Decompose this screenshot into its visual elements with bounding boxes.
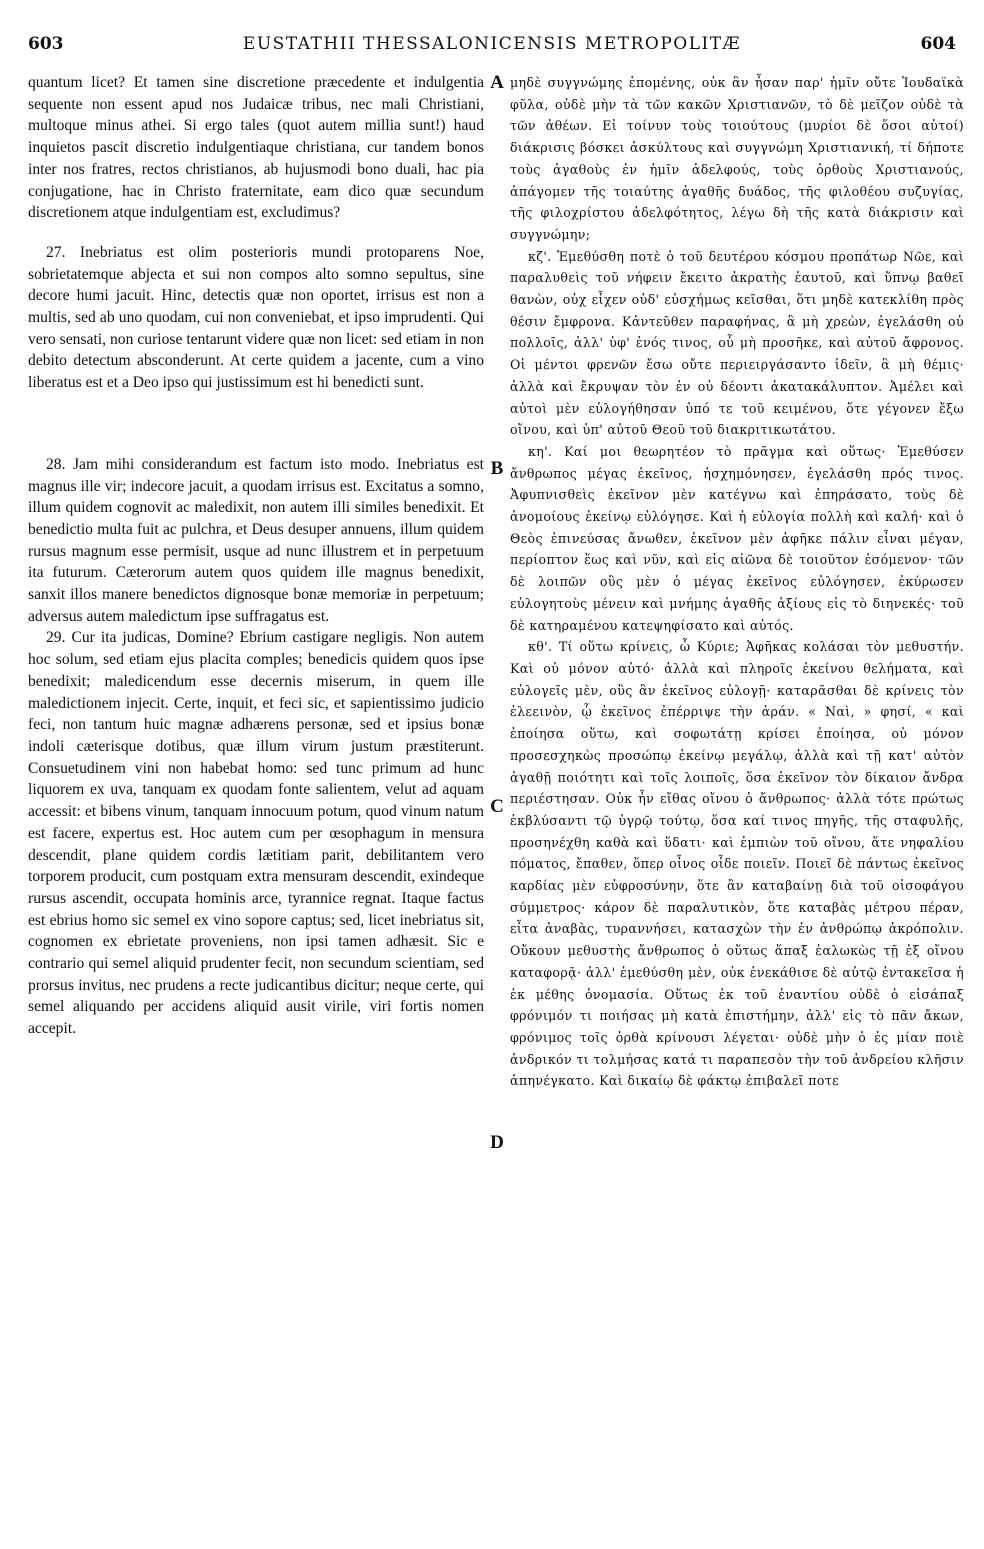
- running-title: EUSTATHII THESSALONICENSIS METROPOLITÆ: [242, 34, 742, 54]
- page-number-right: 604: [920, 34, 956, 54]
- margin-marker-a: A: [490, 72, 504, 93]
- margin-marker-b: B: [490, 458, 504, 479]
- greek-paragraph-28: κη'. Καί μοι θεωρητέον τὸ πρᾶγμα καὶ οὕτως· Ἐμεθύσεν ἄνθρωπος μέγας ἐκεῖνος, ἠσχημόνησεν, ἐγελάσθη πρός τινος. Ἀφυπνισθεὶς ἐκεῖνον μὲν κατέγνω καὶ ἐπηράσατο, τοὺς δὲ ἀνομοίους ἐκείνῳ εὐλόγησε. Καὶ ἡ εὐλογία πολλὴ καὶ καλή· καὶ ὁ Θεὸς ἐπινεύσας ἄνωθεν, ἐκεῖνον μὲν ἀφῆκε πάλιν εἶναι μέγαν, περίοπτον ἕως καὶ νῦν, καὶ εἰς αἰῶνα δὲ τοιοῦτον ἐσόμενον· τῶν δὲ λοιπῶν οὓς μὲν ὁ μέγας ἐκεῖνος εὐλόγησεν, ἐκύρωσεν εὐλογητοὺς μένειν καὶ μνήμης ἀγαθῆς ἀξίους εἰς τὸ διηνεκές· τοῦ δὲ κατηραμένου κατεψηφίσατο καὶ αὐτός.: [510, 443, 964, 633]
- latin-paragraph-27: 27. Inebriatus est olim posterioris mundi protoparens Noe, sobrietatemque abjecta et sui non compos alto somno sepultus, sine decore humi jacuit. Hinc, detectis quæ non oportet, irrisus est non a multis, sed ab uno quodam, cui non conveniebat, et ipso imprudenti. Qui vero sensati, non curiose tentarunt videre quæ non licet: sed etiam in non debito detectum absconderunt. At certe quidem a jacente, cum a vino liberatus est et a Deo ipso qui justissimum est hi benedicti sunt.: [28, 243, 484, 392]
- latin-column: [28, 72, 484, 1040]
- greek-column: [510, 72, 964, 1092]
- page-header: [28, 34, 956, 58]
- latin-paragraph-29: 29. Cur ita judicas, Domine? Ebrium castigare negligis. Non autem hoc solum, sed etiam ejus placita comples; benedicis quidem quos ipse benedixit; maledicendum esse decernis miserum, in quem ille maledictionem injecit. Certe, inquit, et feci sic, et sapientissimo judicio feci, non tantum huic magnæ adhærens personæ, sed et ipsius bonæ indoli cæterisque dotibus, quæ illum virum justum præstiterunt. Consuetudinem vini non habebat homo: sed tunc primum ad hunc liquorem ex uva, tanquam ex quodam fonte salientem, velut ad aquam accessit: et bibens vinum, tanquam innocuum potum, quod vinum natum est facere, expertus est. Hoc autem cum per œsophagum in mensura descendit, plane quidem cordis lætitiam parit, debilitantem vero torporem producit, cum postquam extra mensuram descendit, exindeque rursus ascendit, occupata hominis arce, tyrannice regnat. Itaque factus est ebrius homo sic semel ex vino sopore captus; sed, licet inebriatus sit, cognomen ex ebrietate proveniens, non ipsi tamen adhæsit. Sic e contrario qui semel aliquid prudenter fecit, non secundum scientiam, sed prorsus invitus, nec prudens a recte judicantibus dicitur; neque certe, qui semel aliquando per accidens aliquid ausit virile, viri fortis nomen accepit.: [28, 629, 484, 1038]
- margin-marker-c: C: [490, 796, 504, 817]
- latin-paragraph-28: 28. Jam mihi considerandum est factum isto modo. Inebriatus est magnus ille vir; indecore jacuit, a quodam irrisus est. Excitatus a somno, illum quidem cognovit ac maledixit, non autem illi similes benedixit. Et benedictio multa fuit ac pulchra, et Deus desuper annuens, illum quidem rursus magnum esse permisit, usque ad nunc illustrem et in perpetuum ita futurum. Cæterorum autem quos quidem ille magnus benedixit, sanxit illos manere benedictos dignosque bonæ memoriæ in perpetuum; adversus autem maledictum ipse suffragatus est.: [28, 455, 484, 625]
- greek-paragraph-continued: μηδὲ συγγνώμης ἑπομένης, οὐκ ἂν ἦσαν παρ' ἡμῖν οὔτε Ἰουδαϊκὰ φῦλα, οὐδὲ μὴν τὰ τῶν κακῶν Χριστιανῶν, τὸ δὲ μεῖζον οὐδὲ τὰ τῶν ἀθέων. Εἰ τοίνυν τοὺς τοιούτους (μυρίοι δὲ ὅσοι αὐτοί) διάκρισις βόσκει ἀσκύλτους καὶ συγγνώμη Χριστιανική, τί δήποτε τοὺς ἀγαθοὺς ἐν ἡμῖν ἀδελφούς, τοὺς ὀρθοὺς Χριστιανούς, ἀπάγομεν τῆς τοιαύτης ἀγαθῆς δυάδος, τῆς φιλοθέου συζυγίας, τῆς φιλοχρίστου ἀδελφότητος, λέγω δὴ τῆς κατὰ διάκρισιν καὶ συγγνώμην;: [510, 75, 964, 242]
- greek-paragraph-29: κθ'. Τί οὕτω κρίνεις, ὦ Κύριε; Ἀφῆκας κολάσαι τὸν μεθυστήν. Καὶ οὐ μόνον αὐτό· ἀλλὰ καὶ πληροῖς ἐκείνου θελήματα, καὶ εὐλογεῖς μὲν, οὓς ἂν ἐκεῖνος εὐλογῇ· καταρᾶσθαι δὲ κρίνεις τὸν ἐλεεινὸν, ᾧ ἐκεῖνος ἐπέρριψε τὴν ἀράν. « Ναὶ, » φησί, « καὶ ἐποίησα οὕτω, καὶ σοφωτάτῃ κρίσει ἐποίησα, οὐ μόνον προσεσχηκὼς προσώπῳ ἐκείνῳ μεγάλῳ, ἀλλὰ καὶ τῇ κατ' αὐτὸν ἀγαθῇ ποιότητι καὶ τοῖς λοιποῖς, ὅσα ἐκεῖνον τὸν δίκαιον ἄνδρα περιέστησαν. Οὐκ ἦν εἴθας οἴνου ὁ ἄνθρωπος· ἀλλὰ τότε πρώτως ἐκβλύσαντι τῷ ὑγρῷ τούτῳ, ὅσα καί τινος πηγῆς, τῆς σταφυλῆς, προσηνέχθη καθὰ καὶ ὕδατι· καὶ ἐμπιὼν τοῦ οἴνου, ἅτε νηφαλίου πόματος, ἔπαθεν, ὅπερ οἶνος οἶδε ποιεῖν. Ποιεῖ δὲ πάντως ἐκεῖνος καρδίας μὲν εὐφροσύνην, ὅτε ἂν καταβαίνῃ διὰ τοῦ οἰσοφάγου σύμμετρος· κάρον δὲ παραλυτικὸν, ὅτε καταβὰς μέτρου πέραν, εἶτα ἀναβὰς, τυραννήσει, κατασχὼν τὴν ἐν ἀνθρώπῳ ἀκρόπολιν. Οὔκουν μεθυστὴς ἄνθρωπος ὁ οὕτως ἅπαξ ἑαλωκὼς τῇ ἐξ οἴνου καταφορᾷ· ἀλλ' ἐμεθύσθη μὲν, οὐκ ἐνεκάθισε δὲ αὐτῷ ἐντακεῖσα ἡ ἐκ μέθης ὀνομασία. Οὕτως ἐκ τοῦ ἐναντίου οὐδὲ ὁ εἰσάπαξ φρόνιμόν τι ποιήσας μὴ κατὰ ἐπιστήμην, ἀλλ' εἰς τὸ πᾶν ἄκων, φρόνιμος τοῖς ὀρθὰ κρίνουσι λέγεται· οὐδὲ μὴν ὁ ἐς μίαν ποιὲ ἀνδρικόν τι τολμήσας κατά τι παραπεσὸν τὴν τοῦ ἀνδρείου κλῆσιν ἀπηνέγκατο. Καὶ δικαίῳ δὲ φάκτῳ ἐπιβαλεῖ ποτε: [510, 639, 964, 1089]
- greek-paragraph-27: κζ'. Ἐμεθύσθη ποτὲ ὁ τοῦ δευτέρου κόσμου προπάτωρ Νῶε, καὶ παραλυθεὶς τοῦ νήφειν ἔκειτο ἀκρατὴς ἑαυτοῦ, καὶ ὕπνῳ βαθεῖ θανὼν, οὐχ εἶχεν οὐδ' εὐσχήμως κεῖσθαι, ὅτι μηδὲ κατεκλίθη πρὸς θέσιν ἔμφρονα. Κἀντεῦθεν παραφήνας, ἃ μὴ χρεὼν, ἐγελάσθη οὐ πολλοῖς, ἀλλ' ὑφ' ἑνός τινος, οὗ μὴ προσῆκε, καὶ αὐτοῦ ἄφρονος. Οἱ μέντοι φρενῶν ἔσω οὔτε περιειργάσαντο ἰδεῖν, ἃ μὴ θέμις· ἀλλὰ καὶ ἔκρυψαν τὸν ἐν οὐ δέοντι ἀκατακάλυπτον. Ἀμέλει καὶ αὐτοὶ μὲν εὐλογήθησαν ὑπό τε τοῦ κειμένου, ὅτε γέγονεν ἔξω οἴνου, καὶ ὑπ' αὐτοῦ Θεοῦ τοῦ διακριτικωτάτου.: [510, 248, 964, 438]
- margin-marker-d: D: [490, 1132, 504, 1153]
- latin-paragraph-continued: quantum licet? Et tamen sine discretione præcedente et indulgentia sequente non essent apud nos Judaicæ tribus, nec mali Christiani, multoque minus athei. Si ergo tales (quot autem millia sunt!) haud inquietos pascit discretio indulgentiaque christiana, cur tandem bonos inter nos fratres, rectos christianos, ab hujusmodi bono duali, hac pia conjugatione, hac in Christo fraternitate, eam dico quæ secundum discretionem atque indulgentiam est, excludimus?: [28, 74, 484, 222]
- page-number-left: 603: [28, 34, 64, 54]
